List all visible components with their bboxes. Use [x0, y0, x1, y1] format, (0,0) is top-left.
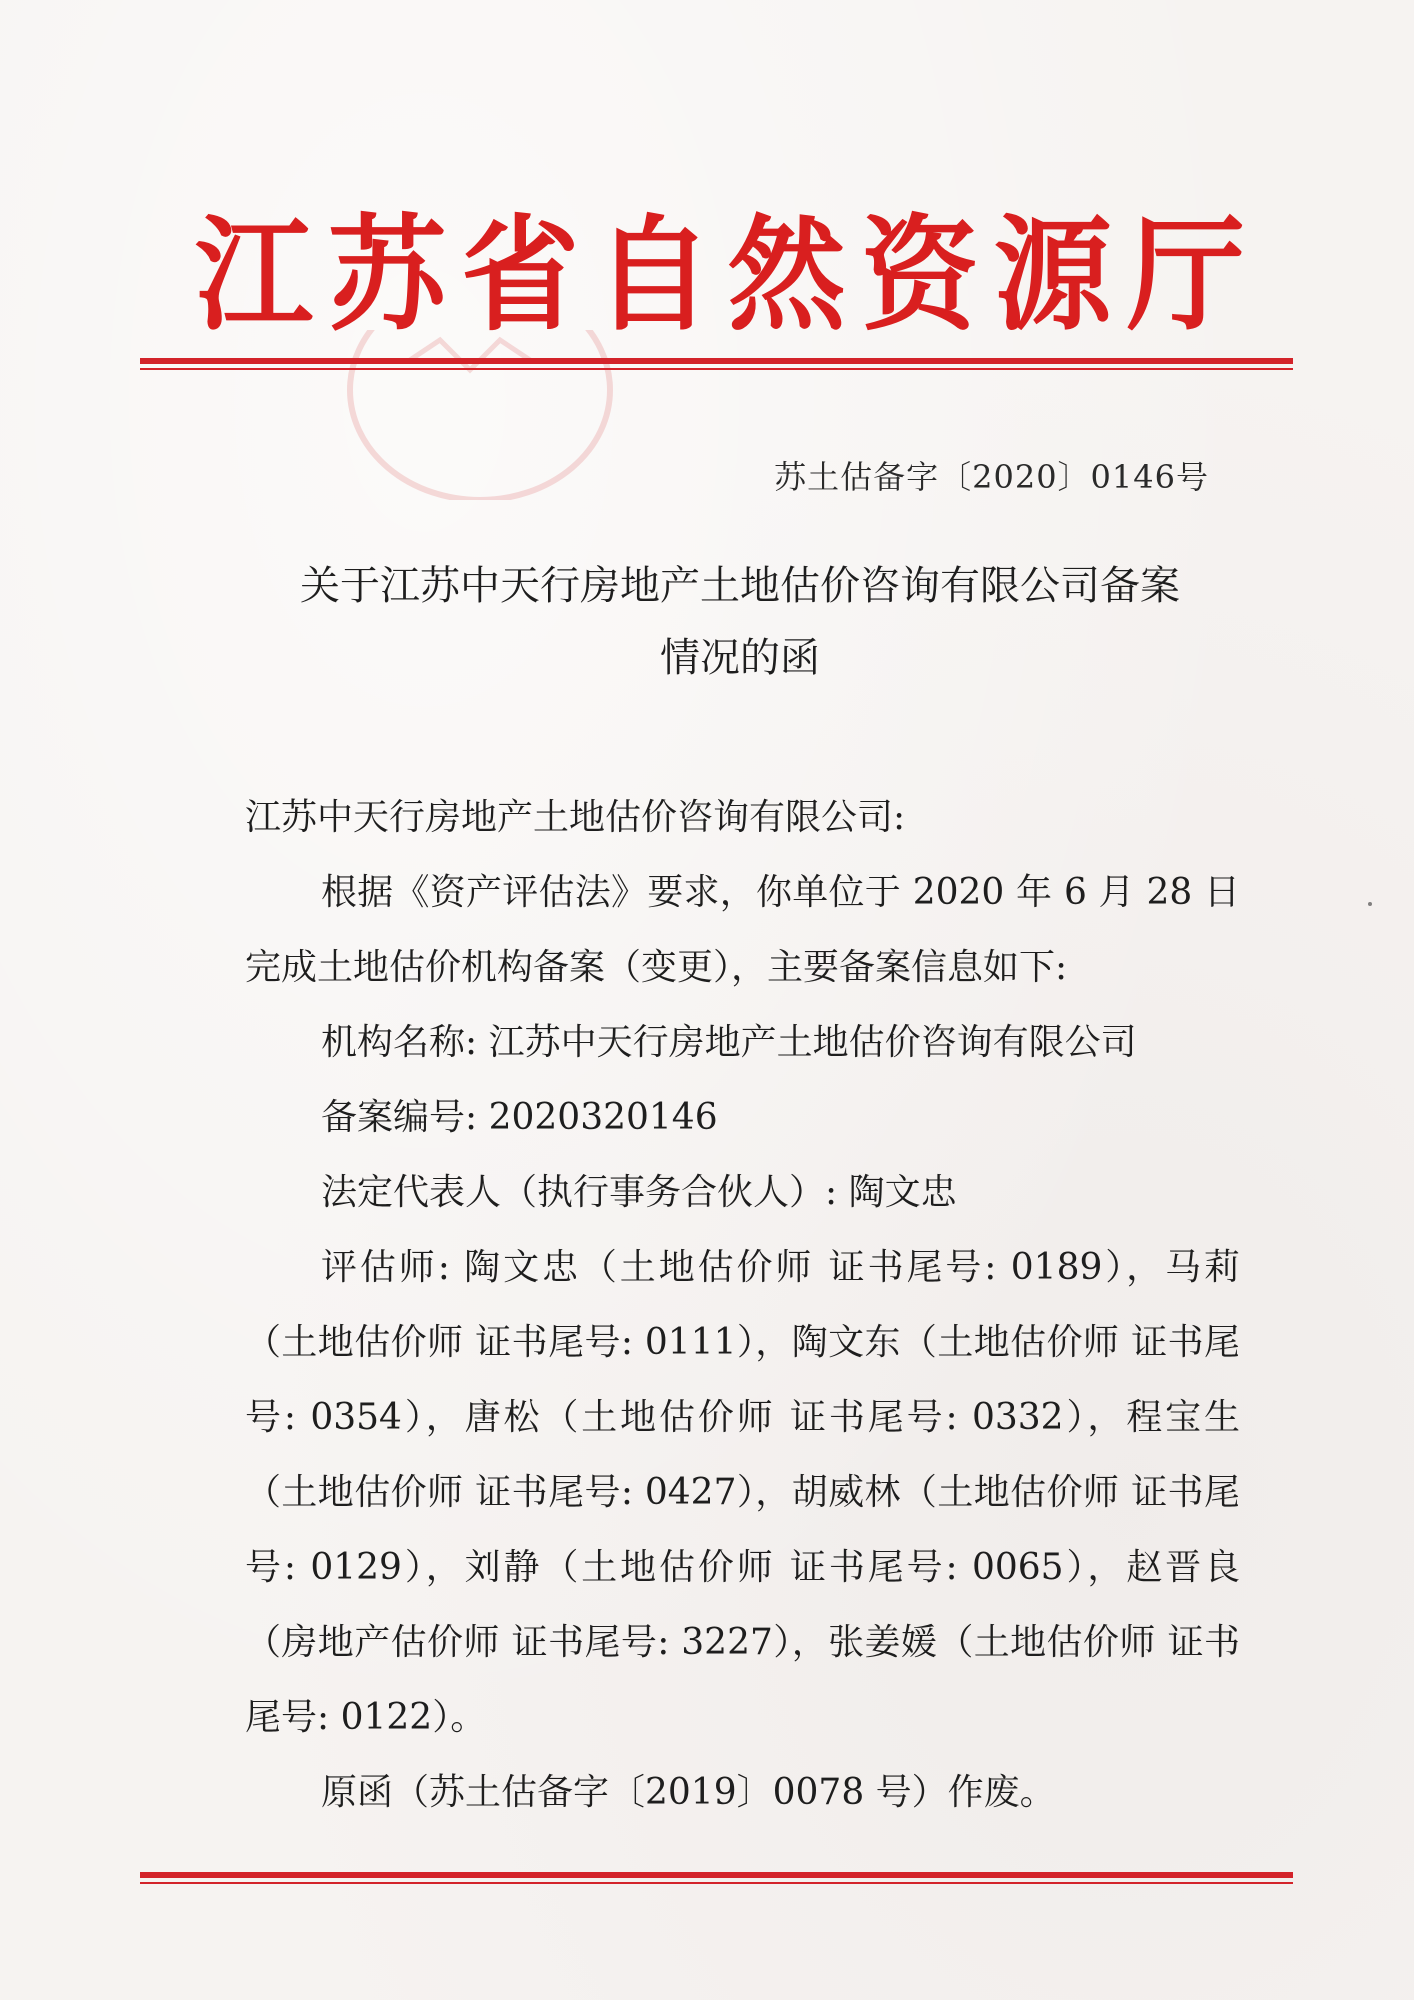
header-char: 自 — [594, 201, 713, 348]
appraisers-paragraph: 评估师: 陶文忠（土地估价师 证书尾号: 0189），马莉（土地估价师 证书尾号: 0111），陶文东（土地估价师 证书尾号: 0354），唐松（土地估价师 证书尾号: 0332），程宝生（土地估价师 证书尾号: 0427），胡威林（土地估价师 证书尾号: 0129），刘静（土地估价师 证书尾号: 0065），赵晋良（房地产估价师 证书尾号: 3227），张姜媛（土地估价师 证书尾号: 0122）。 — [245, 1247, 1240, 1738]
void-note: 原函（苏土估备字〔2019〕0078 号）作废。 — [321, 1772, 1056, 1813]
salutation: 江苏中天行房地产土地估价咨询有限公司: — [245, 797, 906, 838]
document-number: 苏土估备字〔2020〕0146号 — [774, 458, 1209, 496]
title-line-1: 关于江苏中天行房地产土地估价咨询有限公司备案 — [300, 563, 1180, 609]
header-char: 资 — [860, 201, 979, 348]
legal-representative-line: 法定代表人（执行事务合伙人）: 陶文忠 — [321, 1172, 957, 1213]
letter-body — [245, 780, 1240, 1830]
record-number-line: 备案编号: 2020320146 — [321, 1097, 718, 1138]
header-char: 苏 — [328, 201, 447, 348]
footer-red-rule — [140, 1872, 1293, 1884]
header-char: 厅 — [1126, 201, 1245, 348]
issuing-authority-header — [190, 200, 1250, 350]
header-char: 然 — [727, 201, 846, 348]
header-char: 源 — [993, 201, 1112, 348]
paper-speck — [1368, 902, 1372, 906]
header-char: 省 — [461, 201, 580, 348]
org-name-line: 机构名称: 江苏中天行房地产土地估价咨询有限公司 — [321, 1022, 1137, 1063]
document-title — [250, 550, 1230, 694]
title-line-2: 情况的函 — [660, 635, 820, 681]
header-char: 江 — [194, 201, 313, 348]
header-red-rule — [140, 358, 1293, 370]
faded-seal-mark — [330, 330, 620, 500]
intro-paragraph: 根据《资产评估法》要求，你单位于 2020 年 6 月 28 日完成土地估价机构备案（变更），主要备案信息如下: — [245, 872, 1240, 988]
